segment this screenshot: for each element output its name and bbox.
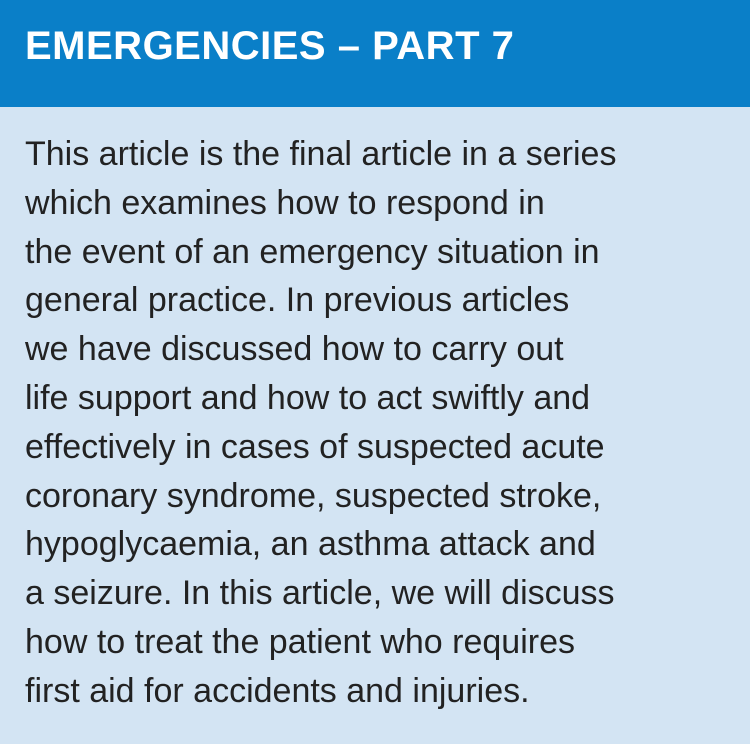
paragraph-line: first aid for accidents and injuries.: [25, 671, 530, 710]
paragraph-line: the event of an emergency situation in: [25, 232, 600, 271]
intro-paragraph: [25, 130, 737, 716]
paragraph-line: a seizure. In this article, we will discuss: [25, 574, 615, 613]
paragraph-line: effectively in cases of suspected acute: [25, 427, 605, 466]
paragraph-line: general practice. In previous articles: [25, 281, 570, 320]
paragraph-line: we have discussed how to carry out: [25, 330, 564, 369]
paragraph-line: life support and how to act swiftly and: [25, 378, 591, 417]
title-banner: [0, 0, 750, 107]
paragraph-line: hypoglycaemia, an asthma attack and: [25, 525, 596, 564]
page-title: EMERGENCIES – PART 7: [25, 24, 515, 68]
paragraph-line: This article is the final article in a series: [25, 135, 617, 173]
paragraph-line: which examines how to respond in: [25, 183, 545, 222]
paragraph-line: coronary syndrome, suspected stroke,: [25, 476, 602, 515]
paragraph-line: how to treat the patient who requires: [25, 622, 575, 661]
